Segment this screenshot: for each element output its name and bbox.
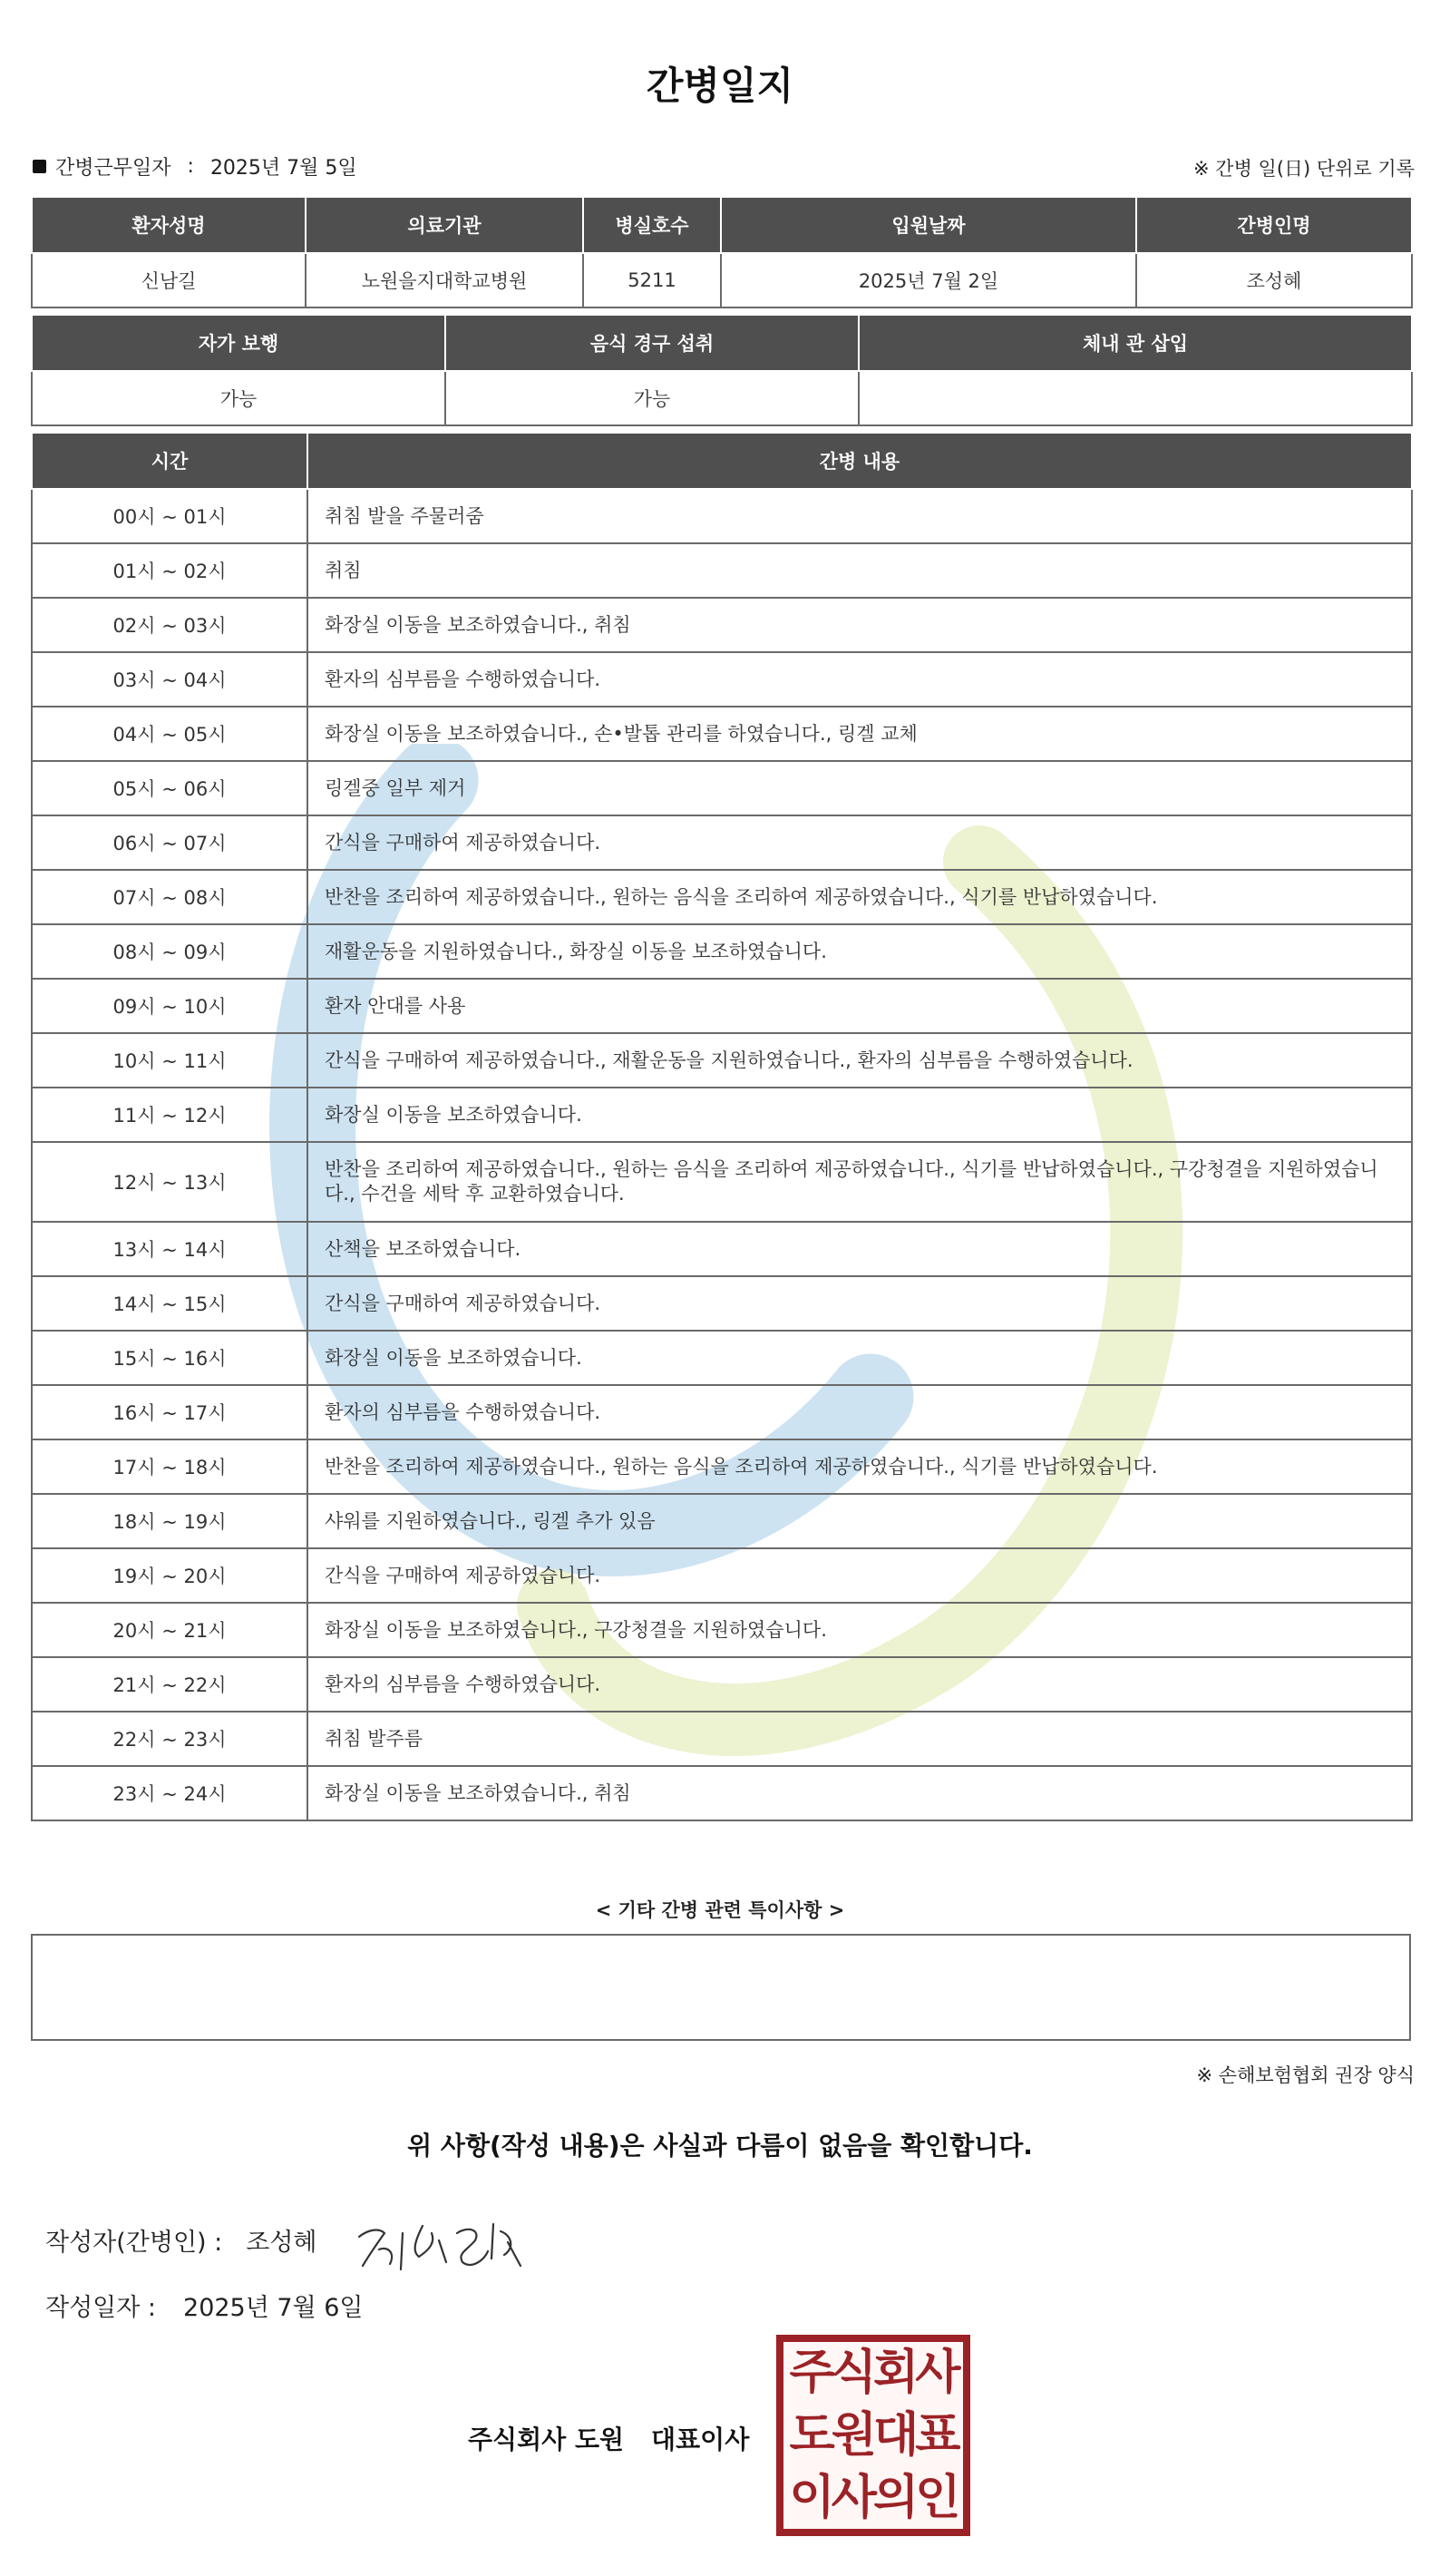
schedule-header-row bbox=[32, 433, 1412, 489]
schedule-time: 10시 ~ 11시 bbox=[32, 1033, 307, 1088]
schedule-time: 17시 ~ 18시 bbox=[32, 1439, 307, 1494]
status-header-row bbox=[32, 315, 1412, 371]
notes-box bbox=[31, 1934, 1411, 2041]
status-value-row bbox=[32, 371, 1412, 425]
header-hospital: 의료기관 bbox=[306, 197, 583, 253]
schedule-content: 반찬을 조리하여 제공하였습니다., 원하는 음식을 조리하여 제공하였습니다., 식기를 반납하였습니다. bbox=[307, 1439, 1412, 1494]
schedule-row bbox=[32, 1548, 1412, 1603]
schedule-time: 02시 ~ 03시 bbox=[32, 598, 307, 652]
schedule-row bbox=[32, 924, 1412, 979]
schedule-content: 환자의 심부름을 수행하였습니다. bbox=[307, 1385, 1412, 1439]
notes-title: < 기타 간병 관련 특이사항 > bbox=[595, 1899, 845, 1921]
company-line bbox=[468, 2420, 749, 2456]
schedule-row bbox=[32, 1385, 1412, 1439]
schedule-time: 21시 ~ 22시 bbox=[32, 1657, 307, 1712]
schedule-row bbox=[32, 761, 1412, 815]
patient-status-table bbox=[31, 314, 1413, 426]
patient-info-table bbox=[31, 196, 1413, 308]
schedule-time: 18시 ~ 19시 bbox=[32, 1494, 307, 1548]
header-admission-date: 입원날짜 bbox=[721, 197, 1136, 253]
schedule-content: 재활운동을 지원하였습니다., 화장실 이동을 보조하였습니다. bbox=[307, 924, 1412, 979]
header-tube-insertion: 체내 관 삽입 bbox=[859, 315, 1412, 371]
work-date-label: 간병근무일자 bbox=[55, 157, 171, 180]
header-self-walking: 자가 보행 bbox=[32, 315, 445, 371]
admission-date: 2025년 7월 2일 bbox=[721, 253, 1136, 307]
write-date-line bbox=[45, 2288, 364, 2323]
schedule-time: 05시 ~ 06시 bbox=[32, 761, 307, 815]
patient-info-value-row bbox=[32, 253, 1412, 307]
schedule-content: 반찬을 조리하여 제공하였습니다., 원하는 음식을 조리하여 제공하였습니다., 식기를 반납하였습니다. bbox=[307, 870, 1412, 924]
schedule-content: 간식을 구매하여 제공하였습니다., 재활운동을 지원하였습니다., 환자의 심부름을 수행하였습니다. bbox=[307, 1033, 1412, 1088]
header-oral-intake: 음식 경구 섭취 bbox=[445, 315, 859, 371]
unit-note: ※ 간병 일(日) 단위로 기록 bbox=[1193, 158, 1415, 180]
schedule-time: 04시 ~ 05시 bbox=[32, 707, 307, 761]
schedule-row bbox=[32, 1088, 1412, 1142]
oral-intake-value: 가능 bbox=[445, 371, 859, 425]
work-date-line bbox=[33, 152, 357, 181]
schedule-row bbox=[32, 1494, 1412, 1548]
schedule-content: 취침 발을 주물러줌 bbox=[307, 489, 1412, 543]
writer-line bbox=[45, 2222, 317, 2258]
schedule-time: 13시 ~ 14시 bbox=[32, 1222, 307, 1276]
schedule-content: 샤워를 지원하였습니다., 링겔 추가 있음 bbox=[307, 1494, 1412, 1548]
caregiver-name: 조성혜 bbox=[1136, 253, 1412, 307]
schedule-time: 14시 ~ 15시 bbox=[32, 1276, 307, 1331]
schedule-time: 12시 ~ 13시 bbox=[32, 1142, 307, 1222]
room-number: 5211 bbox=[583, 253, 721, 307]
schedule-content: 환자 안대를 사용 bbox=[307, 979, 1412, 1033]
seal-line-2: 도원대표 bbox=[789, 2407, 958, 2463]
schedule-content: 환자의 심부름을 수행하였습니다. bbox=[307, 652, 1412, 707]
schedule-time: 01시 ~ 02시 bbox=[32, 543, 307, 598]
schedule-body bbox=[32, 489, 1412, 1820]
schedule-content: 화장실 이동을 보조하였습니다. bbox=[307, 1088, 1412, 1142]
schedule-row bbox=[32, 489, 1412, 543]
schedule-time: 22시 ~ 23시 bbox=[32, 1712, 307, 1766]
schedule-row bbox=[32, 1603, 1412, 1657]
company-name: 주식회사 도원 bbox=[468, 2425, 625, 2454]
header-time: 시간 bbox=[32, 433, 307, 489]
schedule-content: 취침 발주름 bbox=[307, 1712, 1412, 1766]
schedule-row bbox=[32, 1331, 1412, 1385]
schedule-content: 반찬을 조리하여 제공하였습니다., 원하는 음식을 조리하여 제공하였습니다., 식기를 반납하였습니다., 구강청결을 지원하였습니다., 수건을 세탁 후 교환하였습니다. bbox=[307, 1142, 1412, 1222]
schedule-row bbox=[32, 598, 1412, 652]
schedule-row bbox=[32, 815, 1412, 870]
tube-insertion-value bbox=[859, 371, 1412, 425]
header-care-content: 간병 내용 bbox=[307, 433, 1412, 489]
bullet-square-icon bbox=[33, 160, 46, 173]
schedule-time: 09시 ~ 10시 bbox=[32, 979, 307, 1033]
schedule-row bbox=[32, 1222, 1412, 1276]
schedule-content: 화장실 이동을 보조하였습니다., 구강청결을 지원하였습니다. bbox=[307, 1603, 1412, 1657]
patient-info-header-row bbox=[32, 197, 1412, 253]
schedule-time: 15시 ~ 16시 bbox=[32, 1331, 307, 1385]
schedule-time: 11시 ~ 12시 bbox=[32, 1088, 307, 1142]
schedule-content: 취침 bbox=[307, 543, 1412, 598]
write-date-label: 작성일자 : bbox=[45, 2294, 157, 2322]
schedule-content: 간식을 구매하여 제공하였습니다. bbox=[307, 1276, 1412, 1331]
schedule-content: 화장실 이동을 보조하였습니다. bbox=[307, 1331, 1412, 1385]
header-room-number: 병실호수 bbox=[583, 197, 721, 253]
schedule-row bbox=[32, 1142, 1412, 1222]
schedule-content: 산책을 보조하였습니다. bbox=[307, 1222, 1412, 1276]
schedule-content: 환자의 심부름을 수행하였습니다. bbox=[307, 1657, 1412, 1712]
schedule-row bbox=[32, 870, 1412, 924]
schedule-time: 16시 ~ 17시 bbox=[32, 1385, 307, 1439]
company-seal-stamp bbox=[776, 2335, 970, 2536]
schedule-content: 간식을 구매하여 제공하였습니다. bbox=[307, 1548, 1412, 1603]
schedule-time: 23시 ~ 24시 bbox=[32, 1766, 307, 1820]
patient-name: 신남길 bbox=[32, 253, 306, 307]
schedule-time: 03시 ~ 04시 bbox=[32, 652, 307, 707]
company-representative: 대표이사 bbox=[651, 2425, 750, 2454]
work-date-value: 2025년 7월 5일 bbox=[209, 157, 357, 180]
hospital: 노원을지대학교병원 bbox=[306, 253, 583, 307]
schedule-time: 00시 ~ 01시 bbox=[32, 489, 307, 543]
schedule-time: 19시 ~ 20시 bbox=[32, 1548, 307, 1603]
source-note: ※ 손해보험협회 권장 양식 bbox=[1196, 2064, 1415, 2086]
schedule-row bbox=[32, 979, 1412, 1033]
schedule-content: 화장실 이동을 보조하였습니다., 손•발톱 관리를 하였습니다., 링겔 교체 bbox=[307, 707, 1412, 761]
writer-name: 조성혜 bbox=[246, 2229, 317, 2257]
schedule-content: 간식을 구매하여 제공하였습니다. bbox=[307, 815, 1412, 870]
care-schedule-table bbox=[31, 432, 1413, 1821]
schedule-row bbox=[32, 1657, 1412, 1712]
seal-line-1: 주식회사 bbox=[789, 2346, 958, 2401]
writer-label: 작성자(간병인) : bbox=[45, 2229, 223, 2257]
schedule-content: 화장실 이동을 보조하였습니다., 취침 bbox=[307, 1766, 1412, 1820]
self-walking-value: 가능 bbox=[32, 371, 445, 425]
schedule-row bbox=[32, 1712, 1412, 1766]
schedule-row bbox=[32, 707, 1412, 761]
schedule-row bbox=[32, 543, 1412, 598]
page-title: 간병일지 bbox=[646, 63, 794, 108]
schedule-time: 08시 ~ 09시 bbox=[32, 924, 307, 979]
schedule-content: 화장실 이동을 보조하였습니다., 취침 bbox=[307, 598, 1412, 652]
seal-line-3: 이사의인 bbox=[789, 2470, 958, 2525]
schedule-row bbox=[32, 1033, 1412, 1088]
schedule-row bbox=[32, 1276, 1412, 1331]
schedule-time: 06시 ~ 07시 bbox=[32, 815, 307, 870]
schedule-time: 20시 ~ 21시 bbox=[32, 1603, 307, 1657]
confirmation-statement: 위 사항(작성 내용)은 사실과 다름이 없음을 확인합니다. bbox=[407, 2131, 1033, 2161]
schedule-row bbox=[32, 1766, 1412, 1820]
handwritten-signature bbox=[348, 2206, 530, 2278]
schedule-time: 07시 ~ 08시 bbox=[32, 870, 307, 924]
schedule-content: 링겔중 일부 제거 bbox=[307, 761, 1412, 815]
work-date-colon: : bbox=[187, 155, 194, 178]
header-patient-name: 환자성명 bbox=[32, 197, 306, 253]
write-date-value: 2025년 7월 6일 bbox=[183, 2294, 364, 2322]
schedule-row bbox=[32, 1439, 1412, 1494]
schedule-row bbox=[32, 652, 1412, 707]
header-caregiver-name: 간병인명 bbox=[1136, 197, 1412, 253]
